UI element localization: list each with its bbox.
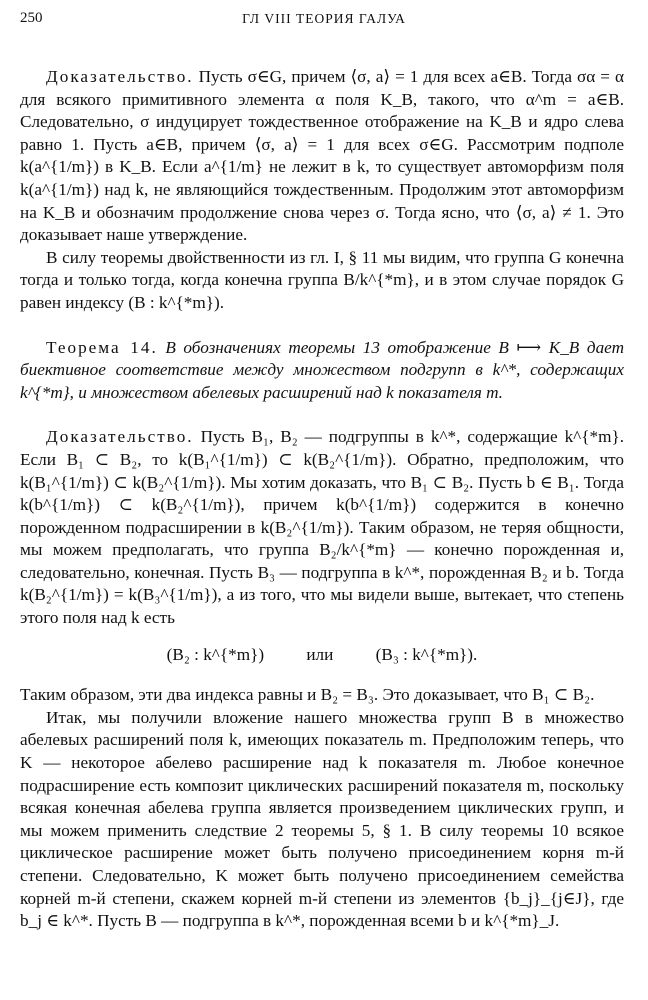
formula-left: (B₂ : k^{*m}) (166, 644, 265, 664)
spacer (20, 404, 624, 426)
proof-label: Доказательство. (46, 67, 194, 86)
running-head: ГЛ VIII ТЕОРИЯ ГАЛУА (242, 11, 406, 26)
proof-text: Пусть B₁, B₂ — подгруппы в k^*, содержащие k^{*m}. Если B₁ ⊂ B₂, то k(B₁^{1/m}) ⊂ k(B₂^{1/m}). Обратно, предположим, что k(B₁^{1/m}) ⊂ k(B₂^{1/m}). Мы хотим доказать, что B₁ ⊂ B₂. Пусть b ∈ B₁. Тогда k(b^{1/m}) ⊂ k(B₂^{1/m}), причем k(b^{1/m}) содержится в конечно порожденном подрасширении в k(B₂^{1/m}). Таким образом, не теряя общности, мы можем предполагать, что группа B₂/k^{*m} — конечно порожденная и, следовательно, конечная. Пусть B₃ — подгруппа в k^*, порожденная B₂ и b. Тогда k(B₂^{1/m}) = k(B₃^{1/m}), а из того, что мы видели выше, вытекает, что степень этого поля над k есть (20, 427, 625, 628)
theorem-14 (20, 337, 624, 405)
theorem-text: В обозначениях теоремы 13 отображение B ⟼ K_B дает биективное соответствие между множеством подгрупп в k^*, содержащих k^{*m}, и множеством абелевых расширений над k показателя m. (20, 337, 624, 402)
proof-paragraph-2 (20, 426, 624, 629)
formula-right: (B₃ : k^{*m}). (375, 644, 478, 664)
proof-paragraph-1 (20, 66, 624, 247)
page-body (20, 66, 624, 933)
formula-connector: или (306, 644, 334, 664)
conclusion-paragraph: Таким образом, эти два индекса равны и B₂ = B₃. Это доказывает, что B₁ ⊂ B₂. (20, 685, 595, 705)
page-header (20, 10, 628, 34)
duality-paragraph: В силу теоремы двойственности из гл. I, § 11 мы видим, что группа G конечна тогда и только тогда, когда конечна группа B/k^{*m}, и в этом случае порядок G равен индексу (B : k^{*m}). (20, 247, 624, 312)
display-formula (20, 644, 624, 667)
page-number: 250 (20, 10, 43, 26)
proof-label: Доказательство. (46, 427, 194, 447)
spacer (20, 315, 624, 337)
embedding-paragraph: Итак, мы получили вложение нашего множества групп B в множество абелевых расширений поля k, имеющих показатель m. Предположим теперь, что K — некоторое абелево расширение над k показателя m. Любое конечное подрасширение есть композит циклических расширений показателя m, поскольку всякая конечная абелева группа является произведением циклических групп, и мы можем применить следствие 2 теоремы 5, § 1. В силу теоремы 10 всякое циклическое расширение может быть получено присоединением корня m-й степени. Следовательно, K может быть получено присоединением семейства корней m-й степени, скажем корней m-й степени из элементов {b_j}_{j∈J}, где b_j ∈ k^*. Пусть B — подгруппа в k^*, порожденная всеми b и k^{*m}_J. (20, 707, 624, 931)
proof-text: Пусть σ∈G, причем ⟨σ, a⟩ = 1 для всех a∈B. Тогда σα = α для всякого примитивного элемента α поля K_B, такого, что α^m = a∈B. Следовательно, σ индуцирует тождественное отображение на K_B и ядро слева равно 1. Пусть a∈B, причем ⟨σ, a⟩ = 1 для всех σ∈G. Рассмотрим подполе k(a^{1/m}) в K_B. Если a^{1/m} не лежит в k, то существует автоморфизм поля k(a^{1/m}) над k, не являющийся тождественным. Продолжим этот автоморфизм на K_B и обозначим продолжение снова через σ. Тогда ясно, что ⟨σ, a⟩ ≠ 1. Это доказывает наше утверждение. (20, 67, 624, 245)
theorem-label: Теорема 14. (46, 337, 158, 357)
